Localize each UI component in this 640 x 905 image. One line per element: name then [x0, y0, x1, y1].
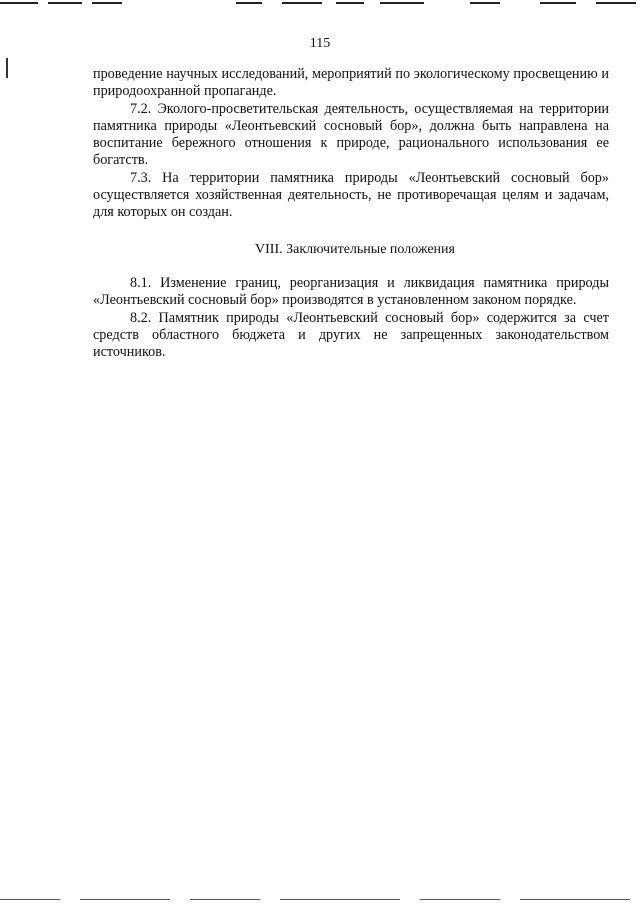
paragraph-7-3: 7.3. На территории памятника природы «Леонтьевский сосновый бор» осуществляется хозяйственная деятельность, не противоречащая целям и задачам, для которых он создан. [93, 169, 609, 221]
paragraph-8-2: 8.2. Памятник природы «Леонтьевский сосновый бор» содержится за счет средств областного бюджета и других не запрещенных законодательством источников. [93, 309, 609, 361]
scan-artifact-top [0, 0, 640, 6]
paragraph-7-2: 7.2. Эколого-просветительская деятельность, осуществляемая на территории памятника природы «Леонтьевский сосновый бор», должна быть направлена на воспитание бережного отношения к природе, рационального использования ее богатств. [93, 100, 609, 169]
paragraph-8-1: 8.1. Изменение границ, реорганизация и ликвидация памятника природы «Леонтьевский сосновый бор» производятся в установленном законом порядке. [93, 274, 609, 309]
page-number: 115 [309, 36, 331, 51]
paragraph-continuation: проведение научных исследований, мероприятий по экологическому просвещению и природоохранной пропаганде. [93, 66, 609, 100]
section-heading: VIII. Заключительные положения [255, 241, 455, 257]
scan-artifact-bottom [0, 898, 640, 902]
scan-artifact-left [6, 58, 8, 78]
document-body [93, 66, 609, 361]
